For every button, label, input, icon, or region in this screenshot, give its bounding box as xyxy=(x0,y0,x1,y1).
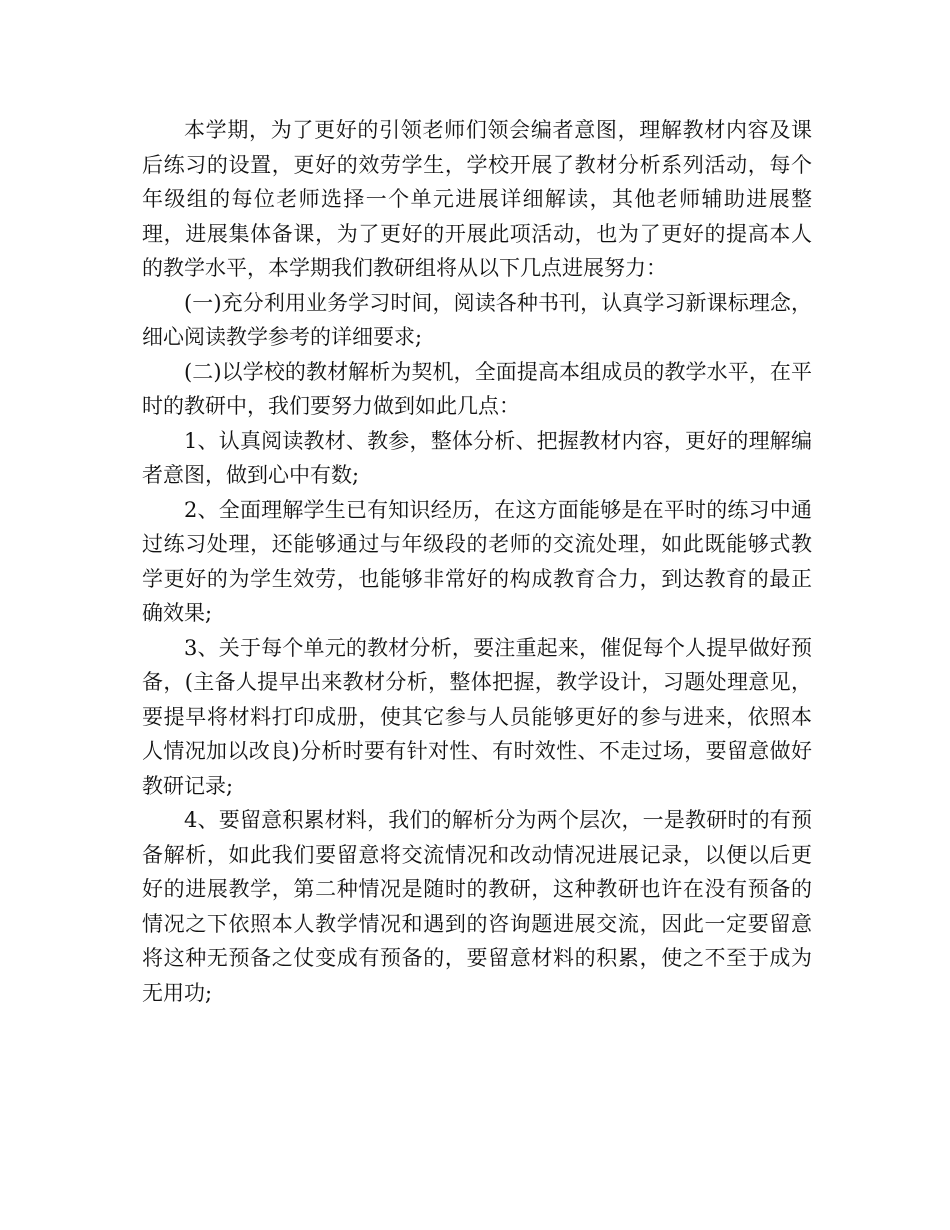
paragraph-point-2: (二)以学校的教材解析为契机，全面提高本组成员的教学水平，在平时的教研中，我们要努力做到如此几点： xyxy=(142,359,812,418)
paragraph-item-3: 3、关于每个单元的教材分析，要注重起来，催促每个人提早做好预备，(主备人提早出来教材分析，整体把握，教学设计，习题处理意见，要提早将材料打印成册，使其它参与人员能够更好的参与进来，依照本人情况加以改良)分析时要有针对性、有时效性、不走过场，要留意做好教研记录; xyxy=(142,635,812,798)
document-body xyxy=(142,113,812,1010)
paragraph-item-1: 1、认真阅读教材、教参，整体分析、把握教材内容，更好的理解编者意图，做到心中有数; xyxy=(142,428,812,487)
paragraph-item-4: 4、要留意积累材料，我们的解析分为两个层次，一是教研时的有预备解析，如此我们要留意将交流情况和改动情况进展记录，以便以后更好的进展教学，第二种情况是随时的教研，这种教研也许在没有预备的情况之下依照本人教学情况和遇到的咨询题进展交流，因此一定要留意将这种无预备之仗变成有预备的，要留意材料的积累，使之不至于成为无用功; xyxy=(142,808,812,1005)
paragraph-intro: 本学期，为了更好的引领老师们领会编者意图，理解教材内容及课后练习的设置，更好的效劳学生，学校开展了教材分析系列活动，每个年级组的每位老师选择一个单元进展详细解读，其他老师辅助进展整理，进展集体备课，为了更好的开展此项活动，也为了更好的提高本人的教学水平，本学期我们教研组将从以下几点进展努力： xyxy=(142,118,812,280)
paragraph-point-1: (一)充分利用业务学习时间，阅读各种书刊，认真学习新课标理念，细心阅读教学参考的详细要求; xyxy=(142,290,812,349)
paragraph-item-2: 2、全面理解学生已有知识经历，在这方面能够是在平时的练习中通过练习处理，还能够通过与年级段的老师的交流处理，如此既能够式教学更好的为学生效劳，也能够非常好的构成教育合力，到达教育的最正确效果; xyxy=(142,497,812,625)
